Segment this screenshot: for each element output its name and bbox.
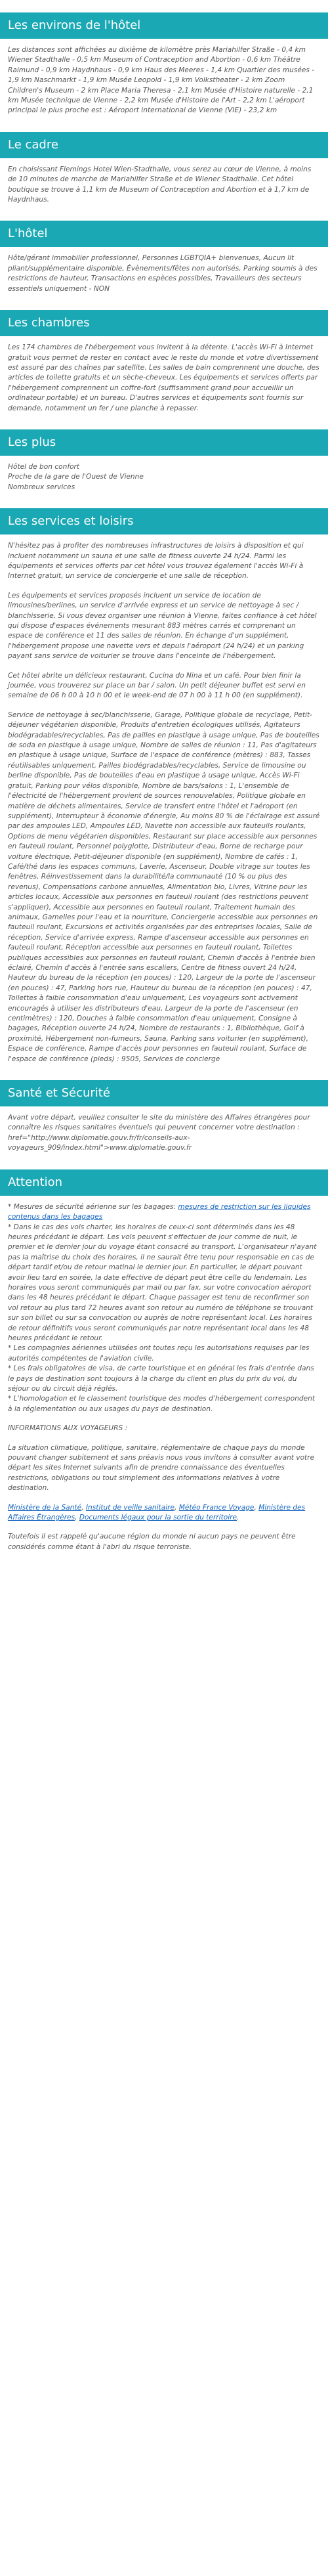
list-item: Hôtel de bon confort (8, 462, 80, 471)
attention-notes (8, 1202, 320, 1415)
section-header (0, 1080, 328, 1106)
section-header (0, 12, 328, 39)
cadre-section (0, 132, 328, 221)
sante-url: http://www.diplomatie.gouv.fr/fr/conseils-aux-voyageurs_909/index.html (8, 1133, 190, 1152)
plus-list (8, 462, 320, 492)
section-header (0, 508, 328, 535)
section-header (0, 1169, 328, 1196)
chambres-section (0, 310, 328, 429)
environs-text: Les distances sont affichées au dixième de kilomètre près Mariahilfer Straße - 0,4 km Wiener Stadthalle - 0,5 km Museum of Contraception and Abortion - 0,6 km Théâtre Raimund - 0,9 km Haydnhaus - 0,9 km Haus des Meeres - 1,4 km Quartier des musées - 1,9 km Naschmarkt - 1,9 km Musée Leopold - 1,9 km Volkstheater - 2 km Zoom Children's Museum - 2 km Place Maria Theresa - 2,1 km Musée d'Histoire naturelle - 2,1 km Musée technique de Vienne - 2,2 km Musée d'Histoire de l'Art - 2,2 km L'aéroport principal le plus proche est : Aéroport international de Vienne (VIE) - 23,2 km (8, 46, 315, 115)
services-section (0, 508, 328, 1080)
services-paragraph: Les équipements et services proposés incluent un service de location de limousines/berlines, un service d'arrivée express et un service de nettoyage à sec / blanchisserie. Si vous devez organiser une réunion à Vienne, faites confiance à cet hôtel qui dispose d'espaces événements mesurant 883 mètres carrés et comprenant un espace de conférence et 11 des salles de réunion. En échange d'un supplément, l'hébergement propose une navette vers et depuis l'aéroport (24 h/24) et un parking payant sans service de voiturier se trouve dans l'enceinte de l'hébergement. (8, 591, 317, 661)
section-title: Santé et Sécurité (8, 1086, 110, 1101)
airlines-note: * Les compagnies aériennes utilisées ont toutes reçu les autorisations requises par les autorités compétentes de l'aviation civile. (8, 1344, 310, 1363)
section-title: Les chambres (8, 316, 90, 330)
section-header (0, 221, 328, 247)
plus-section (0, 429, 328, 508)
classification-note: * L'homologation et le classement touristique des modes d'hébergement correspondent à la réglementation ou aux usages du pays de destination. (8, 1395, 316, 1413)
section-body (0, 535, 328, 1080)
section-title: Les plus (8, 435, 56, 449)
services-paragraph: Service de nettoyage à sec/blanchisserie, Garage, Politique globale de recyclage, Petit-déjeuner végétarien disponible, Produits d'entretien écologiques utilisés, Agitateurs biodégradables/recyclables, Pas de pailles en plastique à usage unique, Pas de bouteilles de soda en plastique à usage unique, Nombre de salles de réunion : 11, Pas d'agitateurs en plastique à usage unique, Surface de l'espace de conférence (mètres) : 883, Tasses réutilisables uniquement, Pailles biodégradables/recyclables, Service de limousine ou berline disponible, Pas de bouteilles d'eau en plastique à usage unique, Accès Wi-Fi gratuit, Parking pour vélos disponible, Nombre de bars/salons : 1, L'ensemble de l'électricité de l'hébergement provient de sources renouvelables, Politique globale en matière de déchets alimentaires, Service de transfert entre l'hôtel et l'aéroport (en supplément), Interrupteur à économie d'énergie, Au moins 80 % de l'éclairage est assuré par des ampoules LED, Ampoules LED, Navette non accessible aux fauteuils roulants, Options de menu végétarien disponibles, Restaurant sur place accessible aux personnes en fauteuil roulant, Personnel polyglotte, Distributeur d'eau, Borne de recharge pour voiture électrique, Petit-déjeuner disponible (en supplément), Nombre de cafés : 1, Café/thé dans les espaces communs, Laverie, Ascenseur, Double vitrage sur toutes les fenêtres, Réinvestissement dans la durabilité/la communauté (10 % ou plus des revenus), Compensations carbone annuelles, Alimentation bio, Livres, Vitrine pour les articles locaux, Accessible aux personnes en fauteuil roulant (des restrictions peuvent s'appliquer), Accessible aux personnes en fauteuil roulant, Traitement humain des animaux, Gamelles pour l'eau et la nourriture, Conciergerie accessible aux personnes en fauteuil roulant, Excursions et activités organisées par des entreprises locales, Salle de réception, Service d'arrivée express, Rampe d'ascenseur accessible aux personnes en fauteuil roulant, Réception accessible aux personnes en fauteuil roulant, Toilettes publiques accessibles aux personnes en fauteuil roulant, Chemin d'accès à l'entrée bien éclairé, Chemin d'accès à l'entrée sans escaliers, Centre de fitness ouvert 24 h/24, Hauteur du bureau de la réception (en pouces) : 120, Largeur de la porte de l'ascenseur (en pouces) : 47, Parking hors rue, Hauteur du bureau de la réception (en pouces) : 47, Toilettes à faible consommation d'eau uniquement, Les voyageurs sont activement encouragés à utiliser les distributeurs d'eau, Largeur de la porte de l'ascenseur (en centimètres) : 120, Douches à faible consommation d'eau uniquement, Consigne à bagages, Réception ouverte 24 h/24, Nombre de restaurants : 1, Bibliothèque, Golf à proximité, Hébergement non-fumeurs, Sauna, Parking sans voiturier (en supplément), Espace de conférence, Rampe d'accès pour personnes en fauteuil roulant, Surface de l'espace de conférence (pieds) : 9505, Services de concierge (8, 710, 320, 1063)
info-text: La situation climatique, politique, sanitaire, réglementaire de chaque pays du monde pouvant changer subitement et sans préavis nous vous invitons à consulter avant votre départ les sites Internet suivants afin de prendre connaissance des éventuelles restrictions, obligations ou tout simplement des informations relatives à votre destination. (8, 1443, 315, 1493)
hotel-text: Hôte/gérant immobilier professionnel, Personnes LGBTQIA+ bienvenues, Aucun lit pliant/supplémentaire disponible, Évènements/fêtes non autorisés, Parking soumis à des restrictions de hauteur, Transactions en espèces possibles, Travailleurs des secteurs essentiels uniquement - NON (8, 254, 318, 293)
section-header (0, 310, 328, 336)
section-header (0, 429, 328, 456)
section-body (0, 39, 328, 132)
section-header (0, 132, 328, 158)
section-title: Attention (8, 1175, 63, 1189)
charter-note: * Dans le cas des vols charter, les horaires de ceux-ci sont déterminés dans les 48 heures précédant le départ. Les vols peuvent s'effectuer de jour comme de nuit, le premier et le dernier jour du voyage étant consacré au transport. L'organisateur n'ayant pas la maîtrise du choix des horaires, il ne saurait être tenu pour responsable en cas de départ tardif et/ou de retour matinal le dernier jour. En particulier, le départ pouvant avoir lieu tard en soirée, la date effective de départ peut être celle du lendemain. Les horaires vous seront communiqués par mail ou par fax, sur votre convocation aéroport dans les 48 heures précédant le départ. Chaque passager est tenu de reconfirmer son vol retour au plus tard 72 heures avant son retour au numéro de téléphone se trouvant sur son billet ou sur sa convocation ou auprès de notre représentant local. Les horaires de retour définitifs vous seront communiqués par notre représentant local dans les 48 heures précédant le retour. (8, 1223, 317, 1342)
sante-text (8, 1113, 320, 1154)
section-body (0, 158, 328, 221)
services-paragraph: N'hésitez pas à profiter des nombreuses infrastructures de loisirs à disposition et qui incluent notamment un sauna et une salle de fitness ouverte 24 h/24. Parmi les équipements et services offerts par cet hôtel vous trouvez également l'accès Wi-Fi à Internet gratuit, un service de conciergerie et une salle de réception. (8, 542, 304, 580)
veille-sanitaire-link[interactable]: Institut de veille sanitaire (85, 1503, 175, 1512)
section-body (0, 1106, 328, 1169)
hotel-section (0, 221, 328, 310)
section-title: Le cadre (8, 137, 58, 152)
visa-note: * Les frais obligatoires de visa, de carte touristique et en général les frais d'entrée dans le pays de destination sont toujours à la charge du client en plus du prix du vol, du séjour ou du circuit déjà réglés. (8, 1364, 314, 1393)
section-title: L'hôtel (8, 227, 48, 241)
sante-section (0, 1080, 328, 1169)
section-body (0, 247, 328, 310)
final-text: Toutefois il est rappelé qu'aucune région du monde ni aucun pays ne peuvent être considérés comme étant à l'abri du risque terroriste. (8, 1533, 296, 1551)
affaires-etrangeres-link[interactable]: Ministère des Affaires Étrangères (8, 1503, 306, 1522)
section-body (0, 1196, 328, 1569)
list-item: Proche de la gare de l'Ouest de Vienne (8, 473, 144, 481)
sante-text-before: Avant votre départ, veuillez consulter le site du ministère des Affaires étrangères pour connaître les risques sanitaires éventuels qui peuvent concerner votre destination : href=" (8, 1114, 310, 1142)
attention-section (0, 1169, 328, 1569)
sante-text-after: ">www.diplomatie.gouv.fr (100, 1144, 192, 1152)
section-title: Les environs de l'hôtel (8, 18, 141, 32)
section-title: Les services et loisirs (8, 514, 134, 529)
sante-ministry-link[interactable]: Ministère de la Santé (8, 1503, 82, 1512)
environs-section (0, 12, 328, 132)
section-body (0, 336, 328, 429)
links-end: . (237, 1514, 239, 1522)
meteo-france-link[interactable]: Météo France Voyage (178, 1503, 255, 1512)
cadre-text: En choisissant Flemings Hotel Wien-Stadthalle, vous serez au cœur de Vienne, à moins de 10 minutes de marche de Mariahilfer Straße et de Wiener Stadthalle. Cet hôtel boutique se trouve à 1,1 km de Museum of Contraception and Abortion et à 1,7 km de Haydnhaus. (8, 165, 312, 204)
chambres-text: Les 174 chambres de l'hébergement vous invitent à la détente. L'accès Wi-Fi à Internet gratuit vous permet de rester en contact avec le reste du monde et votre divertissement est assuré par des chaînes par satellite. Les salles de bain comprennent une douche, des articles de toilette gratuits et un sèche-cheveux. Les équipements et services offerts par l'hébergement comprennent un coffre-fort (suffisamment grand pour accueillir un ordinateur portable) et un bureau. D'autres services et équipements sont fournis sur demande, notamment un fer / une planche à repasser. (8, 343, 319, 412)
info-heading: INFORMATIONS AUX VOYAGEURS : (8, 1424, 128, 1433)
note1-text: * Mesures de sécurité aérienne sur les bagages: (8, 1202, 178, 1211)
list-item: Nombreux services (8, 483, 75, 491)
services-paragraph: Cet hôtel abrite un délicieux restaurant, Cucina do Nina et un café. Pour bien finir la journée, vous trouverez sur place un bar / salon. Un petit déjeuner buffet est servi en semaine de 06 h 00 à 10 h 00 et le week-end de 07 h 00 à 11 h 00 (en supplément). (8, 671, 306, 700)
section-body (0, 456, 328, 508)
liquids-restriction-link[interactable]: mesures de restriction sur les liquides contenus dans les bagages (8, 1202, 311, 1221)
legal-documents-link[interactable]: Documents légaux pour la sortie du territoire (79, 1514, 237, 1522)
info-links: Ministère de la Santé, Institut de veille sanitaire, Météo France Voyage, Ministère des Affaires Étrangères, Documents légaux pour la sortie du territoire. (8, 1503, 306, 1522)
